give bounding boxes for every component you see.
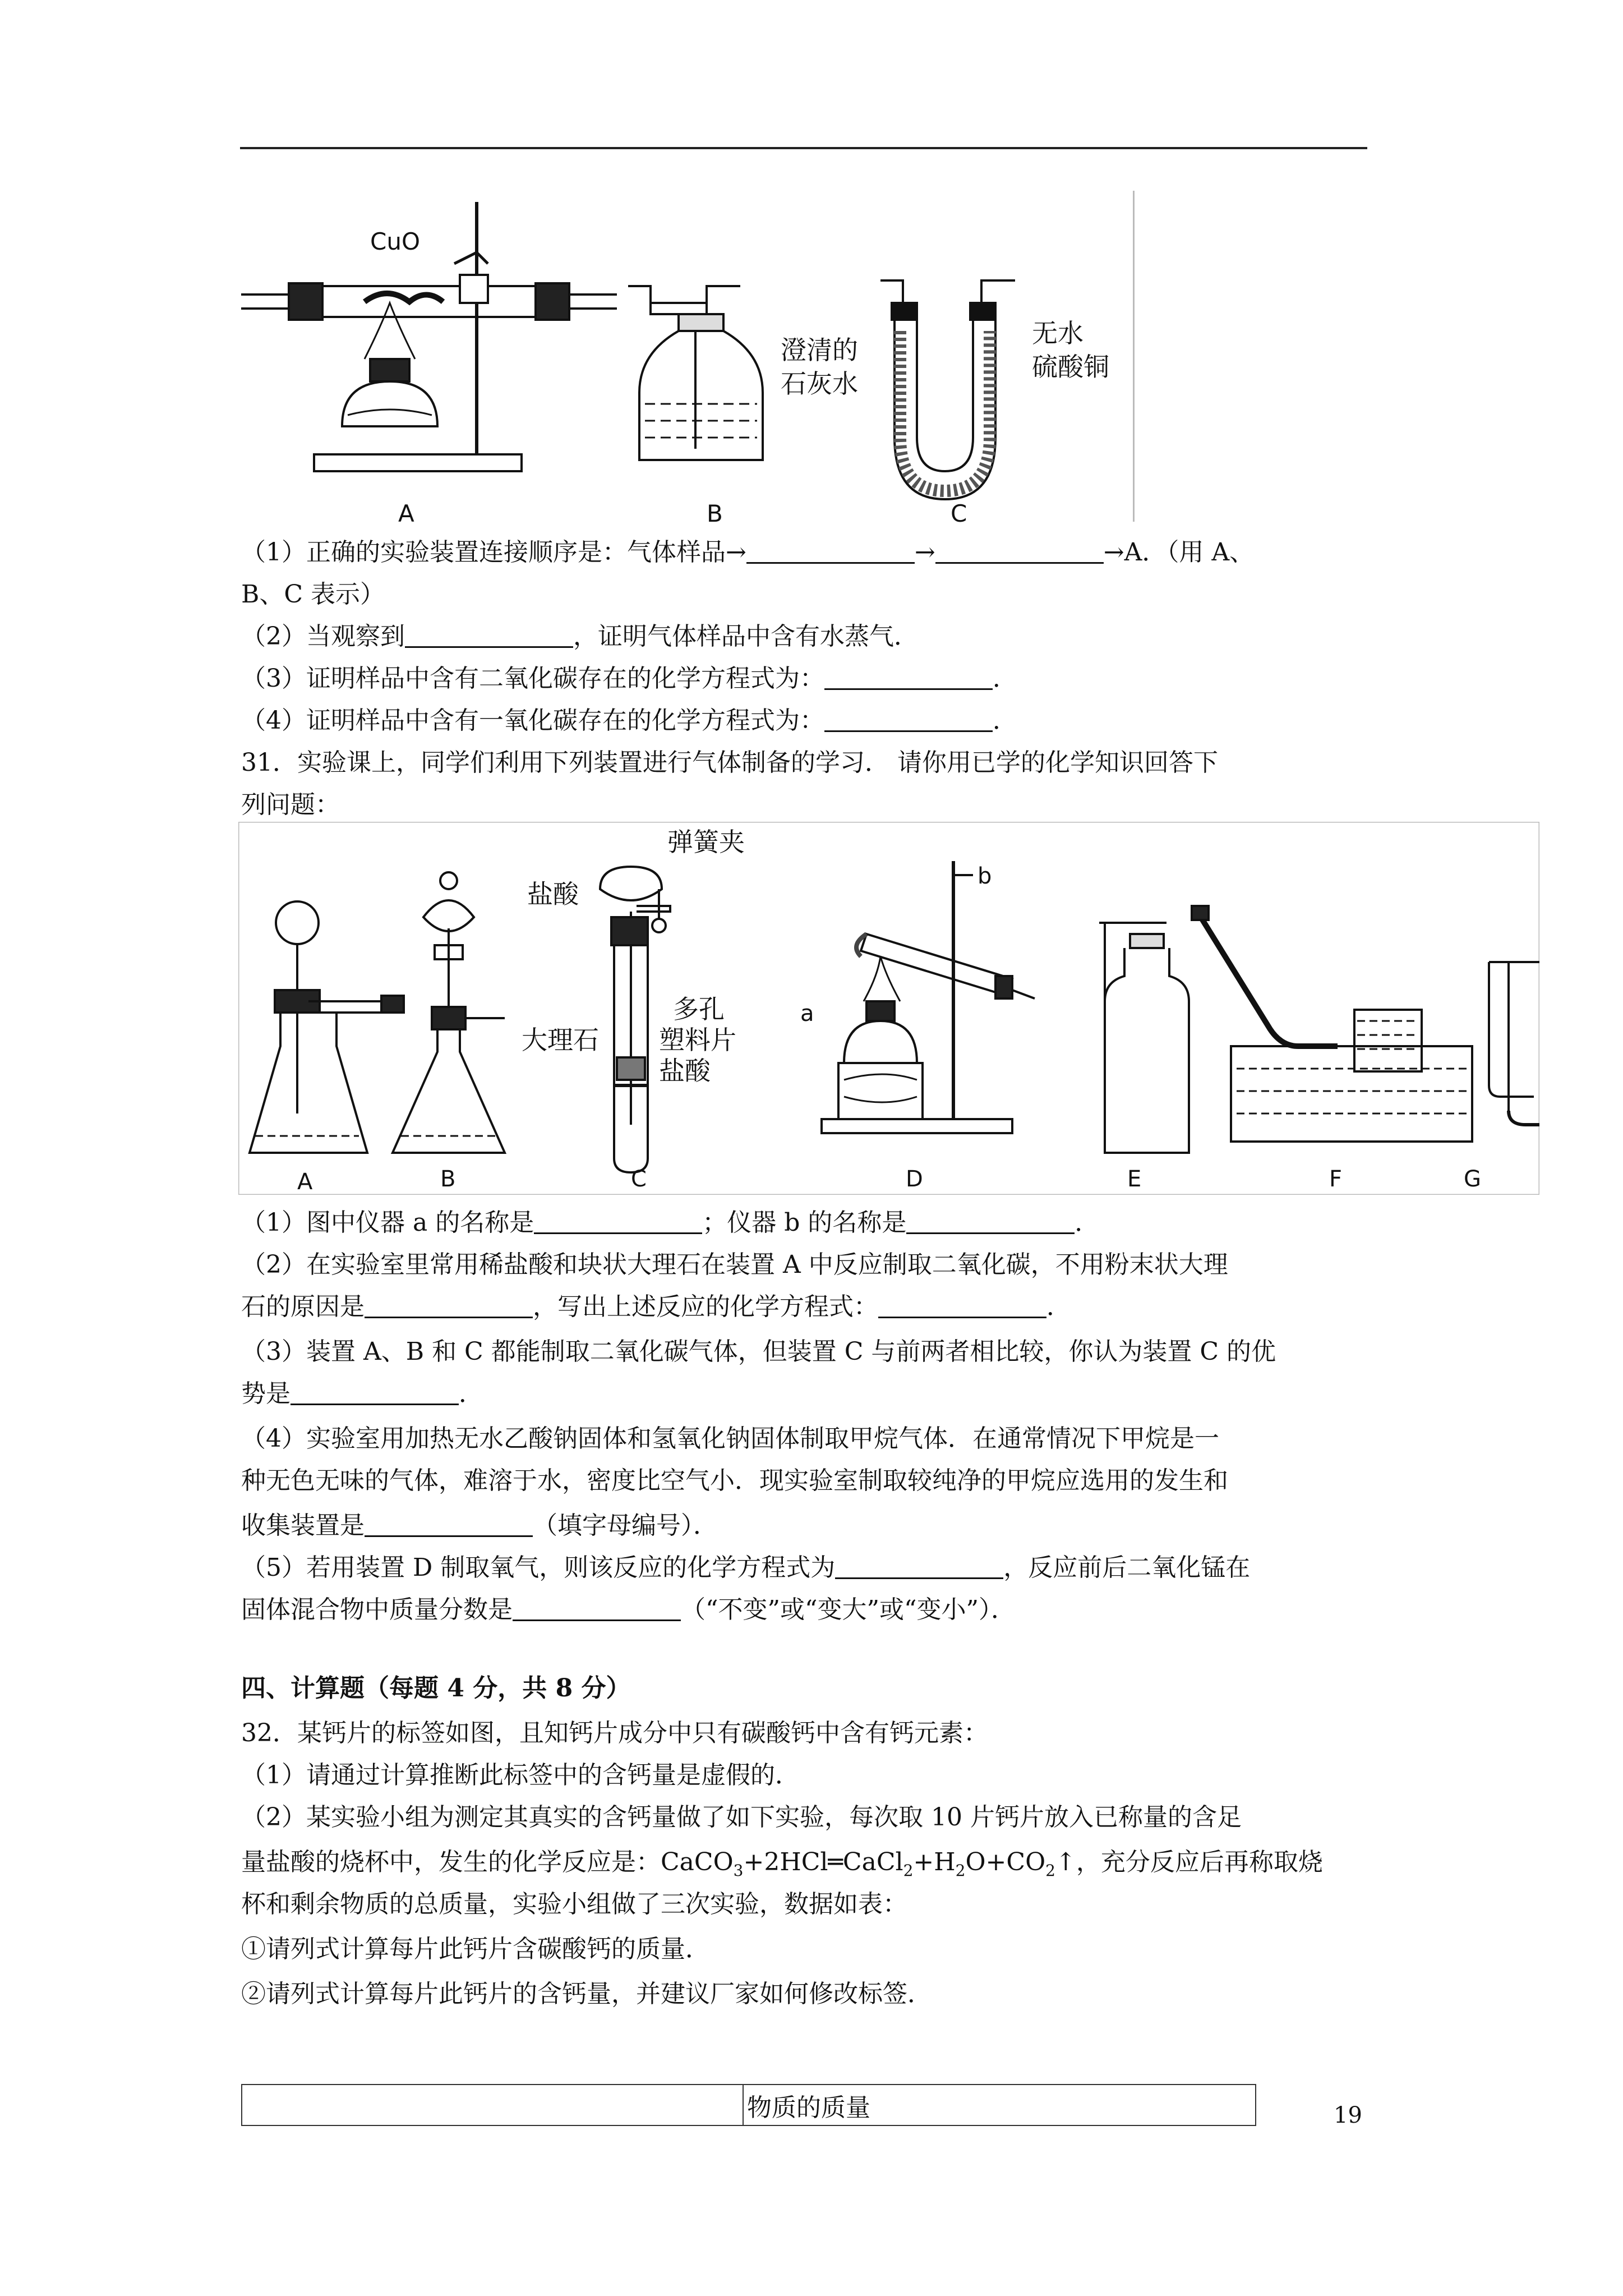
q30-part1: （1）正确的实验装置连接顺序是：气体样品→ → →A．（用 A、	[241, 538, 1255, 567]
figure-apparatus-a-to-g	[238, 822, 1539, 1195]
q30-part2: （2）当观察到 ，证明气体样品中含有水蒸气．	[241, 622, 919, 651]
q31-intro-cont: 列问题：	[241, 790, 340, 819]
lime-water-label-2: 石灰水	[781, 369, 858, 399]
label-instrument-b: b	[978, 863, 992, 889]
label-instrument-a: a	[800, 1001, 814, 1027]
q32-part2: （2）某实验小组为测定其真实的含钙量做了如下实验，每次取 10 片钙片放入已称量的含足	[241, 1803, 1242, 1832]
label-fig2-a: A	[297, 1169, 313, 1195]
label-c: C	[951, 500, 967, 527]
apparatus-c	[880, 280, 1015, 499]
q30-blank-2[interactable]	[935, 537, 1104, 564]
q31-blank-5[interactable]	[291, 1379, 459, 1405]
label-fig2-e: E	[1127, 1166, 1142, 1192]
label-fig2-d: D	[906, 1166, 923, 1192]
label-b: B	[707, 500, 723, 527]
q30-blank-1[interactable]	[746, 537, 915, 564]
label-fig2-c: C	[631, 1166, 647, 1192]
label-spring-clip: 弹簧夹	[667, 827, 745, 857]
q31-part2: （2）在实验室里常用稀盐酸和块状大理石在装置 A 中反应制取二氧化碳，不用粉末状大理	[241, 1250, 1228, 1279]
q31-part5-cont: 固体混合物中质量分数是 （“不变”或“变大”或“变小”）．	[241, 1595, 1016, 1624]
q31-blank-8[interactable]	[513, 1595, 681, 1621]
q30-part4: （4）证明样品中含有一氧化碳存在的化学方程式为： ．	[241, 706, 1017, 735]
data-table	[241, 2084, 1256, 2126]
apparatus-a	[241, 202, 617, 471]
q31-part3: （3）装置 A、B 和 C 都能制取二氧化碳气体，但装置 C 与前两者相比较，你认为装置 C 的优	[241, 1337, 1276, 1366]
label-fig2-b: B	[440, 1166, 456, 1192]
q32-intro: 32．某钙片的标签如图，且知钙片成分中只有碳酸钙中含有钙元素：	[241, 1719, 988, 1747]
cuso4-label-2: 硫酸铜	[1032, 352, 1109, 382]
q31-part2-cont: 石的原因是 ，写出上述反应的化学方程式： ．	[241, 1292, 1071, 1321]
q31-blank-2[interactable]	[906, 1208, 1075, 1234]
q30-blank-5[interactable]	[824, 706, 993, 732]
label-hcl-top: 盐酸	[527, 879, 579, 909]
q31-part5: （5）若用装置 D 制取氧气，则该反应的化学方程式为 ，反应前后二氧化锰在	[241, 1553, 1251, 1582]
q31-part4: （4）实验室用加热无水乙酸钠固体和氢氧化钠固体制取甲烷气体．在通常情况下甲烷是一	[241, 1424, 1219, 1453]
q32-part2-equation: 量盐酸的烧杯中，发生的化学反应是：$CaCO_3+2HCl═CaCl_2+H_2O+CO_2↑$，充分反应后再称取烧	[241, 1848, 1323, 1880]
cuo-label: CuO	[370, 228, 421, 255]
q31-blank-6[interactable]	[365, 1511, 533, 1537]
q31-blank-3[interactable]	[365, 1292, 533, 1318]
label-fig2-g: G	[1464, 1166, 1481, 1192]
q31-part4-cont2: 收集装置是 （填字母编号）．	[241, 1511, 718, 1540]
figure-apparatus-abc	[236, 191, 1144, 527]
table-cell-empty	[242, 2085, 743, 2125]
table-header-cell: 物质的质量	[743, 2085, 1256, 2125]
section-4-title: 四、计算题（每题 4 分，共 8 分）	[241, 1674, 631, 1703]
label-fig2-f: F	[1329, 1166, 1343, 1192]
label-porous-2: 塑料片	[659, 1025, 736, 1055]
cuso4-label-1: 无水	[1032, 318, 1083, 348]
q32-sub1: ①请列式计算每片此钙片含碳酸钙的质量．	[241, 1935, 710, 1963]
q31-blank-7[interactable]	[835, 1553, 1003, 1579]
q31-blank-4[interactable]	[878, 1292, 1046, 1318]
q31-blank-1[interactable]	[534, 1208, 702, 1234]
q30-part1-cont: B、C 表示）	[241, 580, 385, 609]
q32-part2-cont: 杯和剩余物质的总质量，实验小组做了三次实验，数据如表：	[241, 1890, 907, 1918]
page-number: 19	[1334, 2102, 1362, 2128]
label-porous-1: 多孔	[673, 994, 725, 1024]
q31-intro: 31．实验课上，同学们利用下列装置进行气体制备的学习． 请你用已学的化学知识回答下	[241, 748, 1218, 777]
q30-part3: （3）证明样品中含有二氧化碳存在的化学方程式为： ．	[241, 664, 1017, 693]
apparatus-b	[628, 286, 763, 460]
label-hcl-bottom: 盐酸	[659, 1056, 711, 1086]
q31-part1: （1）图中仪器 a 的名称是 ；仪器 b 的名称是 ．	[241, 1208, 1100, 1237]
q32-part1: （1）请通过计算推断此标签中的含钙量是虚假的．	[241, 1761, 800, 1789]
q32-sub2: ②请列式计算每片此钙片的含钙量，并建议厂家如何修改标签．	[241, 1980, 932, 2008]
q30-blank-4[interactable]	[824, 664, 993, 690]
label-marble: 大理石	[522, 1025, 599, 1055]
q31-part4-cont1: 种无色无味的气体，难溶于水，密度比空气小．现实验室制取较纯净的甲烷应选用的发生和	[241, 1466, 1228, 1495]
lime-water-label-1: 澄清的	[781, 335, 858, 365]
q31-part3-cont: 势是 ．	[241, 1379, 483, 1408]
table-row	[242, 2085, 1256, 2125]
q30-blank-3[interactable]	[405, 622, 573, 648]
label-a: A	[398, 500, 414, 527]
header-rule	[240, 147, 1367, 149]
